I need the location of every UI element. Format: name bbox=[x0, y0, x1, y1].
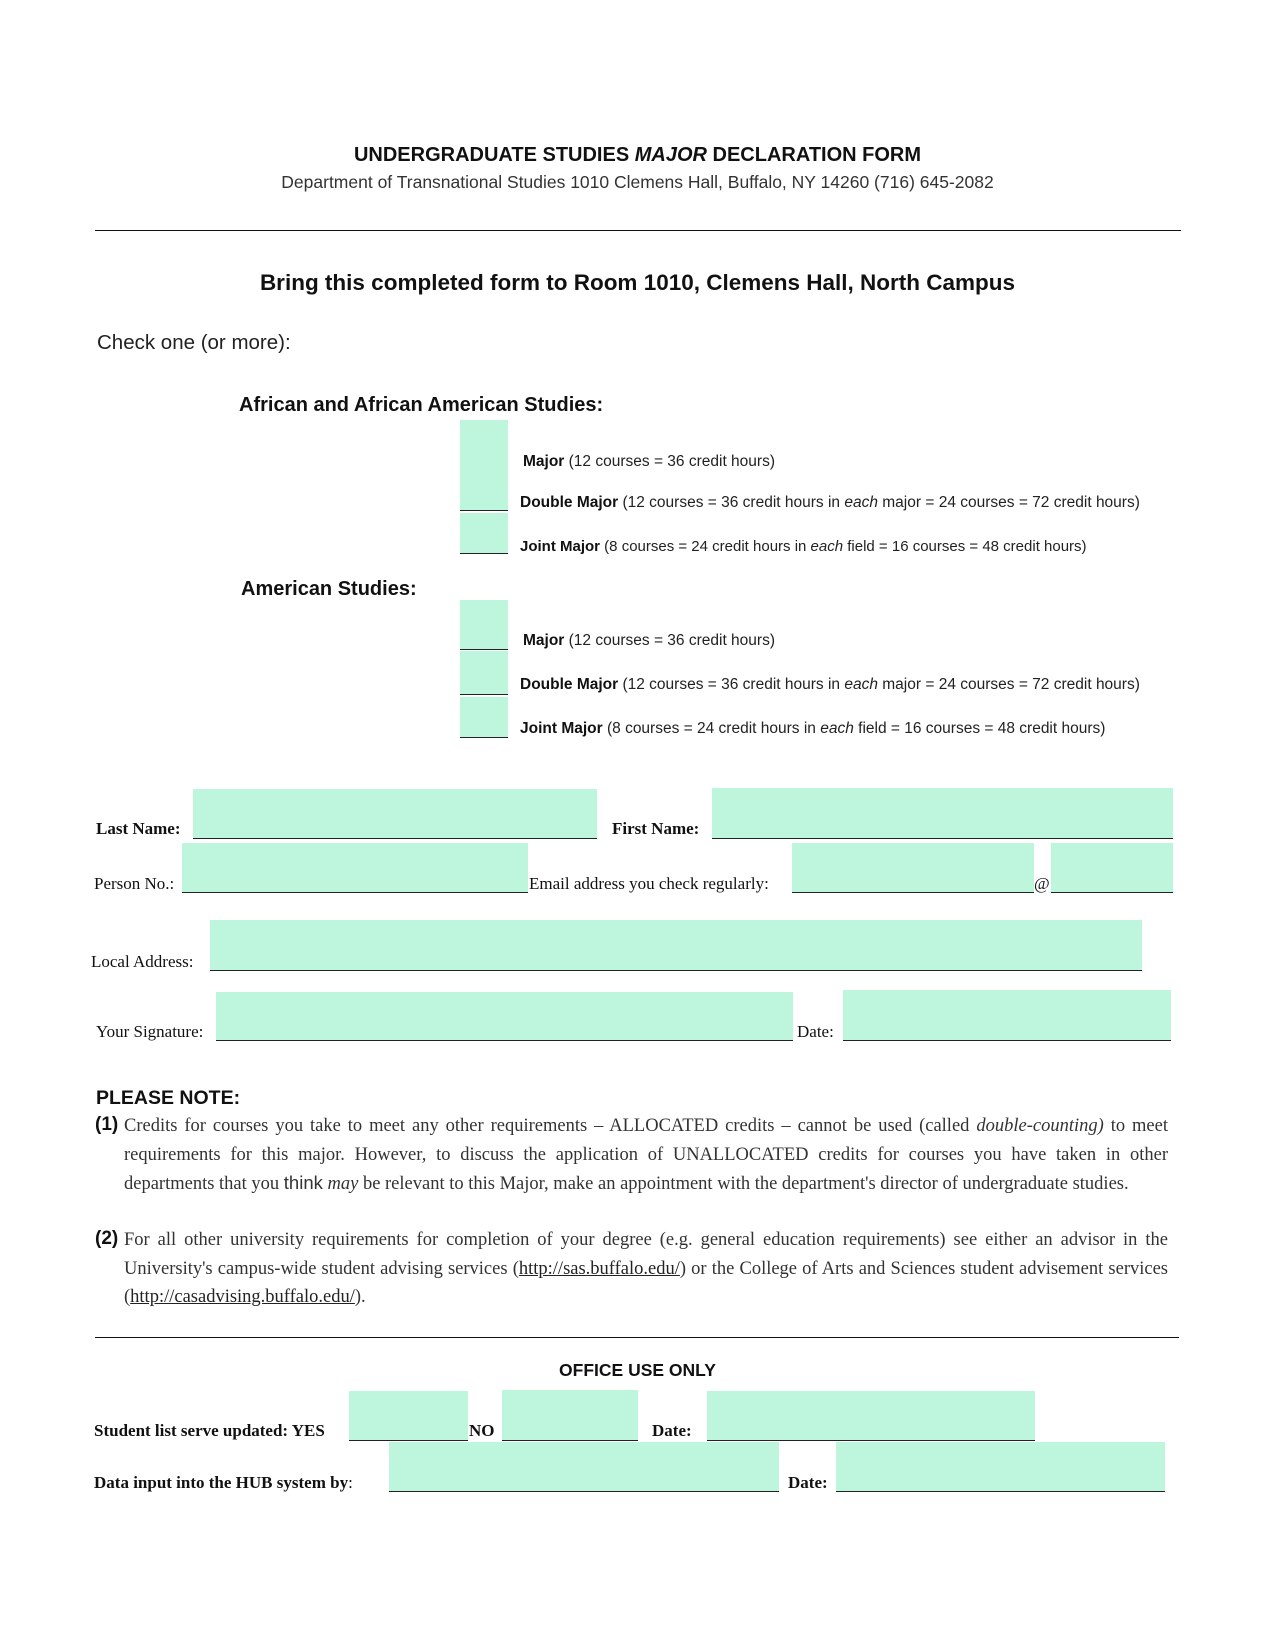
email-label: Email address you check regularly: bbox=[529, 874, 769, 893]
option-ams-major bbox=[523, 631, 1163, 651]
note-paragraph-2 bbox=[124, 1226, 1168, 1312]
check-prompt: Check one (or more): bbox=[97, 331, 291, 354]
option-detail: (8 courses = 24 credit hours in bbox=[600, 538, 811, 555]
person-number-label: Person No.: bbox=[94, 874, 175, 893]
listserv-yes-field[interactable] bbox=[349, 1391, 468, 1441]
checkbox-ams-joint-major[interactable] bbox=[460, 697, 508, 738]
option-ams-double-major bbox=[520, 675, 1170, 695]
option-aaas-double-major bbox=[520, 493, 1170, 513]
date-label: Date: bbox=[797, 1022, 834, 1041]
note-number-1: (1) bbox=[95, 1114, 119, 1135]
listserv-label: Student list serve updated: YES bbox=[94, 1421, 325, 1440]
listserv-date-label: Date: bbox=[652, 1421, 692, 1440]
hub-label-colon: : bbox=[348, 1473, 353, 1492]
hub-date-underline bbox=[836, 1491, 1165, 1492]
listserv-no-field[interactable] bbox=[502, 1390, 638, 1441]
option-detail: (12 courses = 36 credit hours in bbox=[618, 494, 845, 511]
casadvising-link[interactable]: http://casadvising.buffalo.edu/ bbox=[130, 1287, 355, 1307]
first-name-field[interactable] bbox=[712, 788, 1173, 839]
listserv-date-field[interactable] bbox=[707, 1391, 1035, 1441]
hub-date-field[interactable] bbox=[836, 1442, 1165, 1492]
hub-input-field[interactable] bbox=[389, 1442, 779, 1492]
email-at-sign: @ bbox=[1034, 874, 1050, 893]
form-title-em: MAJOR bbox=[634, 144, 707, 166]
checkbox-ams-double-major[interactable] bbox=[460, 651, 508, 695]
option-label: Joint Major bbox=[520, 720, 603, 737]
note-paragraph-1 bbox=[124, 1112, 1168, 1199]
note-text: ). bbox=[354, 1287, 366, 1307]
option-emphasis: each bbox=[820, 720, 854, 737]
local-address-field[interactable] bbox=[210, 920, 1142, 971]
option-label: Double Major bbox=[520, 676, 619, 693]
person-number-field[interactable] bbox=[182, 843, 528, 893]
note-emphasis: double-counting) bbox=[976, 1116, 1104, 1136]
hub-input-underline bbox=[389, 1491, 779, 1492]
listserv-no-label: NO bbox=[469, 1421, 495, 1440]
option-emphasis: each bbox=[844, 676, 878, 693]
option-emphasis: each bbox=[844, 494, 878, 511]
department-address: Department of Transnational Studies 1010 Clemens Hall, Buffalo, NY 14260 (716) 645-2082 bbox=[281, 172, 994, 192]
hub-label-text: Data input into the HUB system by bbox=[94, 1473, 349, 1492]
option-detail: major = 24 courses = 72 credit hours) bbox=[877, 676, 1140, 693]
last-name-label: Last Name: bbox=[96, 819, 181, 838]
person-number-underline bbox=[182, 892, 528, 893]
first-name-label: First Name: bbox=[612, 819, 700, 838]
email-domain-field[interactable] bbox=[1051, 843, 1173, 893]
note-text: For all other university requirements for completion of your degree (e.g. general education requirements) see either an advisor in the University's campus-wide student advising services ( bbox=[124, 1230, 1168, 1279]
note-text: ) or the College of Arts and Sciences student advisement services ( bbox=[124, 1258, 1168, 1307]
local-address-underline bbox=[210, 970, 1142, 971]
option-label: Joint Major bbox=[520, 538, 601, 555]
option-detail: field = 16 courses = 48 credit hours) bbox=[843, 538, 1087, 555]
email-user-field[interactable] bbox=[792, 843, 1034, 893]
option-detail: major = 24 courses = 72 credit hours) bbox=[877, 494, 1140, 511]
date-underline bbox=[843, 1040, 1171, 1041]
local-address-label: Local Address: bbox=[91, 952, 194, 971]
note-think: think bbox=[283, 1172, 323, 1193]
note-text: Credits for courses you take to meet any other requirements – ALLOCATED credits – cannot be used (called bbox=[124, 1116, 977, 1136]
listserv-date-underline bbox=[707, 1440, 1035, 1441]
checkbox-ams-major[interactable] bbox=[460, 600, 508, 650]
option-detail: field = 16 courses = 48 credit hours) bbox=[853, 720, 1106, 737]
note-may: may bbox=[327, 1174, 359, 1194]
date-field[interactable] bbox=[843, 990, 1171, 1041]
last-name-underline bbox=[193, 838, 597, 839]
signature-underline bbox=[216, 1040, 793, 1041]
option-label: Double Major bbox=[520, 494, 619, 511]
program-heading-american-studies: American Studies: bbox=[241, 578, 417, 600]
listserv-no-underline bbox=[502, 1440, 638, 1441]
signature-field[interactable] bbox=[216, 992, 793, 1041]
email-domain-underline bbox=[1051, 892, 1173, 893]
option-detail: (12 courses = 36 credit hours) bbox=[564, 632, 775, 649]
note-text: to meet requirements for this major. However, to discuss the application of UNALLOCATED credits for courses you have taken in other departments that you bbox=[124, 1116, 1168, 1194]
hub-date-label: Date: bbox=[788, 1473, 828, 1492]
form-title-pre: UNDERGRADUATE STUDIES bbox=[353, 144, 635, 166]
form-title bbox=[0, 144, 1275, 167]
option-detail: (8 courses = 24 credit hours in bbox=[602, 720, 821, 737]
office-divider bbox=[95, 1337, 1179, 1338]
hub-label bbox=[94, 1473, 353, 1493]
please-note-heading: PLEASE NOTE: bbox=[96, 1087, 241, 1109]
checkbox-aaas-joint-major[interactable] bbox=[460, 513, 508, 554]
first-name-underline bbox=[712, 838, 1173, 839]
signature-label: Your Signature: bbox=[96, 1022, 204, 1041]
option-label: Major bbox=[523, 632, 565, 649]
checkbox-aaas-double-major[interactable] bbox=[460, 470, 508, 511]
instruction-heading: Bring this completed form to Room 1010, Clemens Hall, North Campus bbox=[259, 270, 1016, 295]
checkbox-aaas-major[interactable] bbox=[460, 420, 508, 471]
option-emphasis: each bbox=[810, 538, 844, 555]
option-label: Major bbox=[523, 453, 565, 470]
option-detail: (12 courses = 36 credit hours in bbox=[618, 676, 845, 693]
office-use-heading: OFFICE USE ONLY bbox=[559, 1360, 716, 1380]
note-text: be relevant to this Major, make an appointment with the department's director of undergraduate studies. bbox=[358, 1174, 1129, 1194]
header-divider bbox=[95, 230, 1181, 231]
note-number-2: (2) bbox=[95, 1228, 119, 1249]
option-aaas-major bbox=[523, 452, 1163, 472]
program-heading-aaas: African and African American Studies: bbox=[239, 394, 604, 416]
sas-link[interactable]: http://sas.buffalo.edu/ bbox=[518, 1258, 680, 1279]
form-title-post: DECLARATION FORM bbox=[706, 144, 922, 166]
last-name-field[interactable] bbox=[193, 789, 597, 839]
listserv-yes-underline bbox=[349, 1440, 468, 1441]
email-user-underline bbox=[792, 892, 1034, 893]
option-ams-joint-major bbox=[520, 719, 1140, 739]
option-aaas-joint-major bbox=[520, 537, 1180, 557]
option-detail: (12 courses = 36 credit hours) bbox=[564, 453, 775, 470]
